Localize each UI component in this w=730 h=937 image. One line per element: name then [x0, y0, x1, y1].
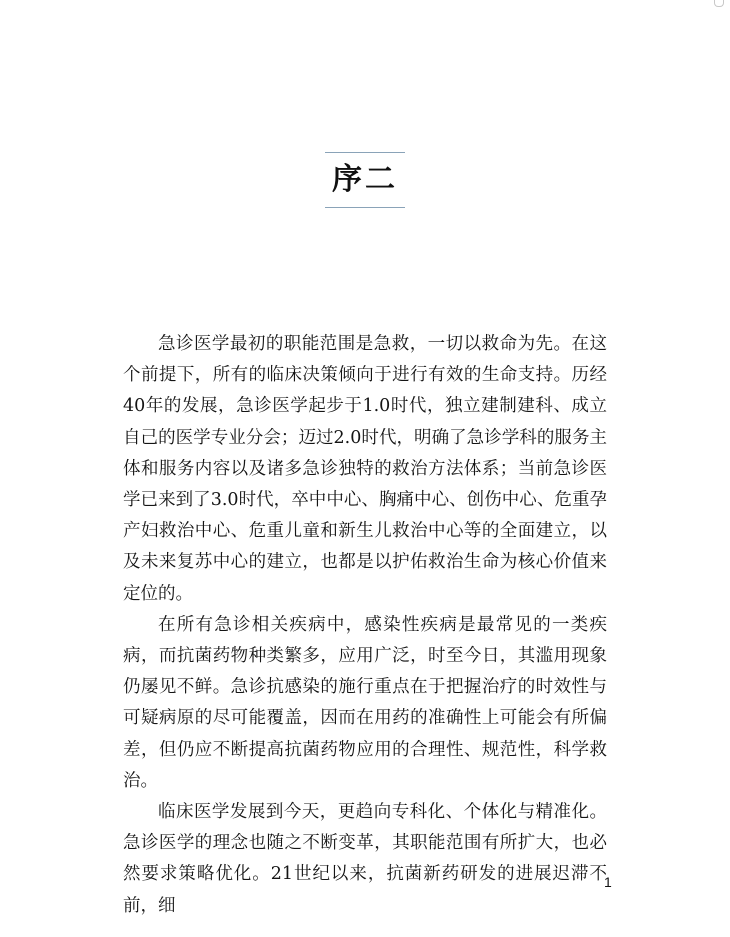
- paragraph-3: 临床医学发展到今天，更趋向专科化、个体化与精准化。急诊医学的理念也随之不断变革，其职能范围有所扩大，也必然要求策略优化。21世纪以来，抗菌新药研发的进展迟滞不前，细: [123, 802, 607, 916]
- paragraph-1: 急诊医学最初的职能范围是急救，一切以救命为先。在这个前提下，所有的临床决策倾向于进行有效的生命支持。历经40年的发展，急诊医学起步于1.0时代，独立建制建科、成立自己的医学专业分会；迈过2.0时代，明确了急诊学科的服务主体和服务内容以及诸多急诊独特的救治方法体系；当前急诊医学已来到了3.0时代，卒中中心、胸痛中心、创伤中心、危重孕产妇救治中心、危重儿童和新生儿救治中心等的全面建立，以及未来复苏中心的建立，也都是以护佑救治生命为核心价值来定位的。: [123, 334, 607, 604]
- corner-mark: [714, 0, 724, 7]
- paragraph-2: 在所有急诊相关疾病中，感染性疾病是最常见的一类疾病，而抗菌药物种类繁多，应用广泛，时至今日，其滥用现象仍屡见不鲜。急诊抗感染的施行重点在于把握治疗的时效性与可疑病原的尽可能覆盖，因而在用药的准确性上可能会有所偏差，但仍应不断提高抗菌药物应用的合理性、规范性，科学救治。: [123, 614, 607, 791]
- page-title: 序二: [332, 162, 398, 197]
- page-number: 1: [604, 874, 612, 890]
- body-text: [123, 329, 607, 922]
- title-block: [325, 152, 405, 208]
- title-rule-bottom: [325, 207, 405, 208]
- title-rule-top: [325, 152, 405, 153]
